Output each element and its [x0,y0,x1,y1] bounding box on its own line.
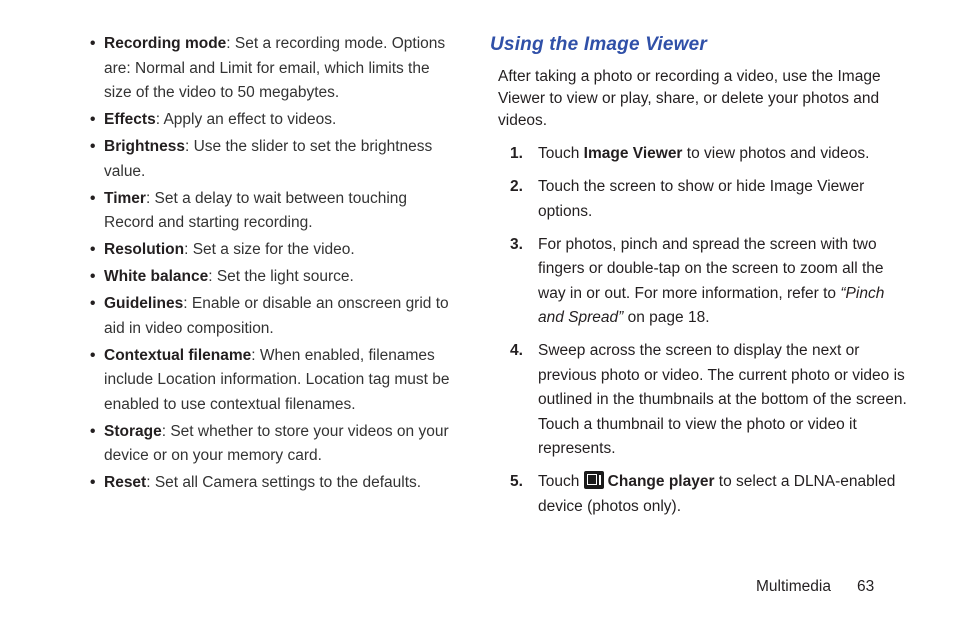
bullet-desc: : Use the slider to set the brightness value. [104,138,433,180]
step-text: to view photos and videos. [682,145,870,162]
step-bold-text: Image Viewer [583,145,683,162]
bullet-term: Reset [104,474,147,491]
page-footer [756,578,874,596]
step-text: Sweep across the screen to display the next or previous photo or video. The current photo or video is outlined in the thumbnails at the bottom of the screen. Touch a thumbnail to view the photo or video it represents. [538,342,907,457]
bullet-glyph: • [90,35,96,52]
bullet-glyph: • [90,295,96,312]
bullet-term: Timer [104,189,146,207]
footer-section-name: Multimedia [756,578,831,595]
section-title: Using the Image Viewer [490,34,707,55]
step-number: 1. [510,145,523,162]
bullet-glyph: • [90,138,96,155]
bullet-desc: : Set the light source. [208,268,354,285]
list-item [90,187,452,236]
step-text: Touch [538,473,584,490]
list-item [90,135,452,184]
bullet-term: Guidelines [104,295,184,312]
step-number: 5. [510,473,523,490]
step-4 [490,339,910,462]
bullet-term: Resolution [104,241,185,258]
bullet-term: Recording mode [104,35,227,52]
bullet-desc: : Set a recording mode. Options are: Normal and Limit for email, which limits the size of the video to 50 megabytes. [104,35,446,101]
bullet-term: White balance [104,268,209,285]
bullet-desc: : Enable or disable an onscreen grid to aid in video composition. [104,295,449,337]
step-number: 4. [510,342,523,359]
step-1 [490,142,910,167]
bullet-desc: : Apply an effect to videos. [155,111,337,128]
step-italic-ref: “Pinch and Spread” [538,284,885,326]
step-text: Touch the screen to show or hide Image Viewer options. [538,178,865,220]
list-item [90,265,452,290]
step-bold-text: Change player [607,473,715,490]
step-text: For photos, pinch and spread the screen with two fingers or double-tap on the screen to zoom all the way in or out. For more information, refer to [538,235,884,302]
bullet-glyph: • [90,241,96,258]
step-text: on page 18. [623,309,710,326]
bullet-term: Brightness [104,138,185,155]
bullet-glyph: • [90,474,96,491]
image-viewer-section [490,32,910,528]
change-player-icon [584,471,604,489]
bullet-desc: : Set all Camera settings to the defaults. [146,474,422,491]
bullet-term: Contextual filename [104,346,252,364]
step-text: Touch [538,145,584,162]
list-item [90,420,452,469]
step-2 [490,175,910,224]
bullet-term: Storage [104,422,162,440]
bullet-desc: : When enabled, filenames include Location information. Location tag must be enabled to use contextual filenames. [104,346,450,413]
list-item [90,238,452,263]
bullet-glyph: • [90,268,96,285]
list-item [90,471,452,496]
page-number: 63 [856,578,875,595]
step-3 [490,233,910,331]
list-item [90,108,452,133]
settings-bullet-list [90,32,452,498]
bullet-desc: : Set a delay to wait between touching Record and starting recording. [104,189,408,231]
list-item [90,32,452,106]
step-number: 2. [510,178,523,195]
section-intro: After taking a photo or recording a video, use the Image Viewer to view or play, share, or delete your photos and videos. [498,68,881,129]
step-number: 3. [510,235,523,253]
bullet-glyph: • [90,111,96,128]
bullet-desc: : Set whether to store your videos on your device or on your memory card. [104,422,449,464]
bullet-glyph: • [90,346,96,364]
step-text: to select a DLNA-enabled device (photos only). [538,473,896,515]
list-item [90,344,452,418]
bullet-glyph: • [90,189,96,207]
step-5 [490,470,910,519]
bullet-glyph: • [90,422,96,440]
list-item [90,292,452,341]
bullet-desc: : Set a size for the video. [184,241,355,258]
bullet-term: Effects [104,111,156,128]
